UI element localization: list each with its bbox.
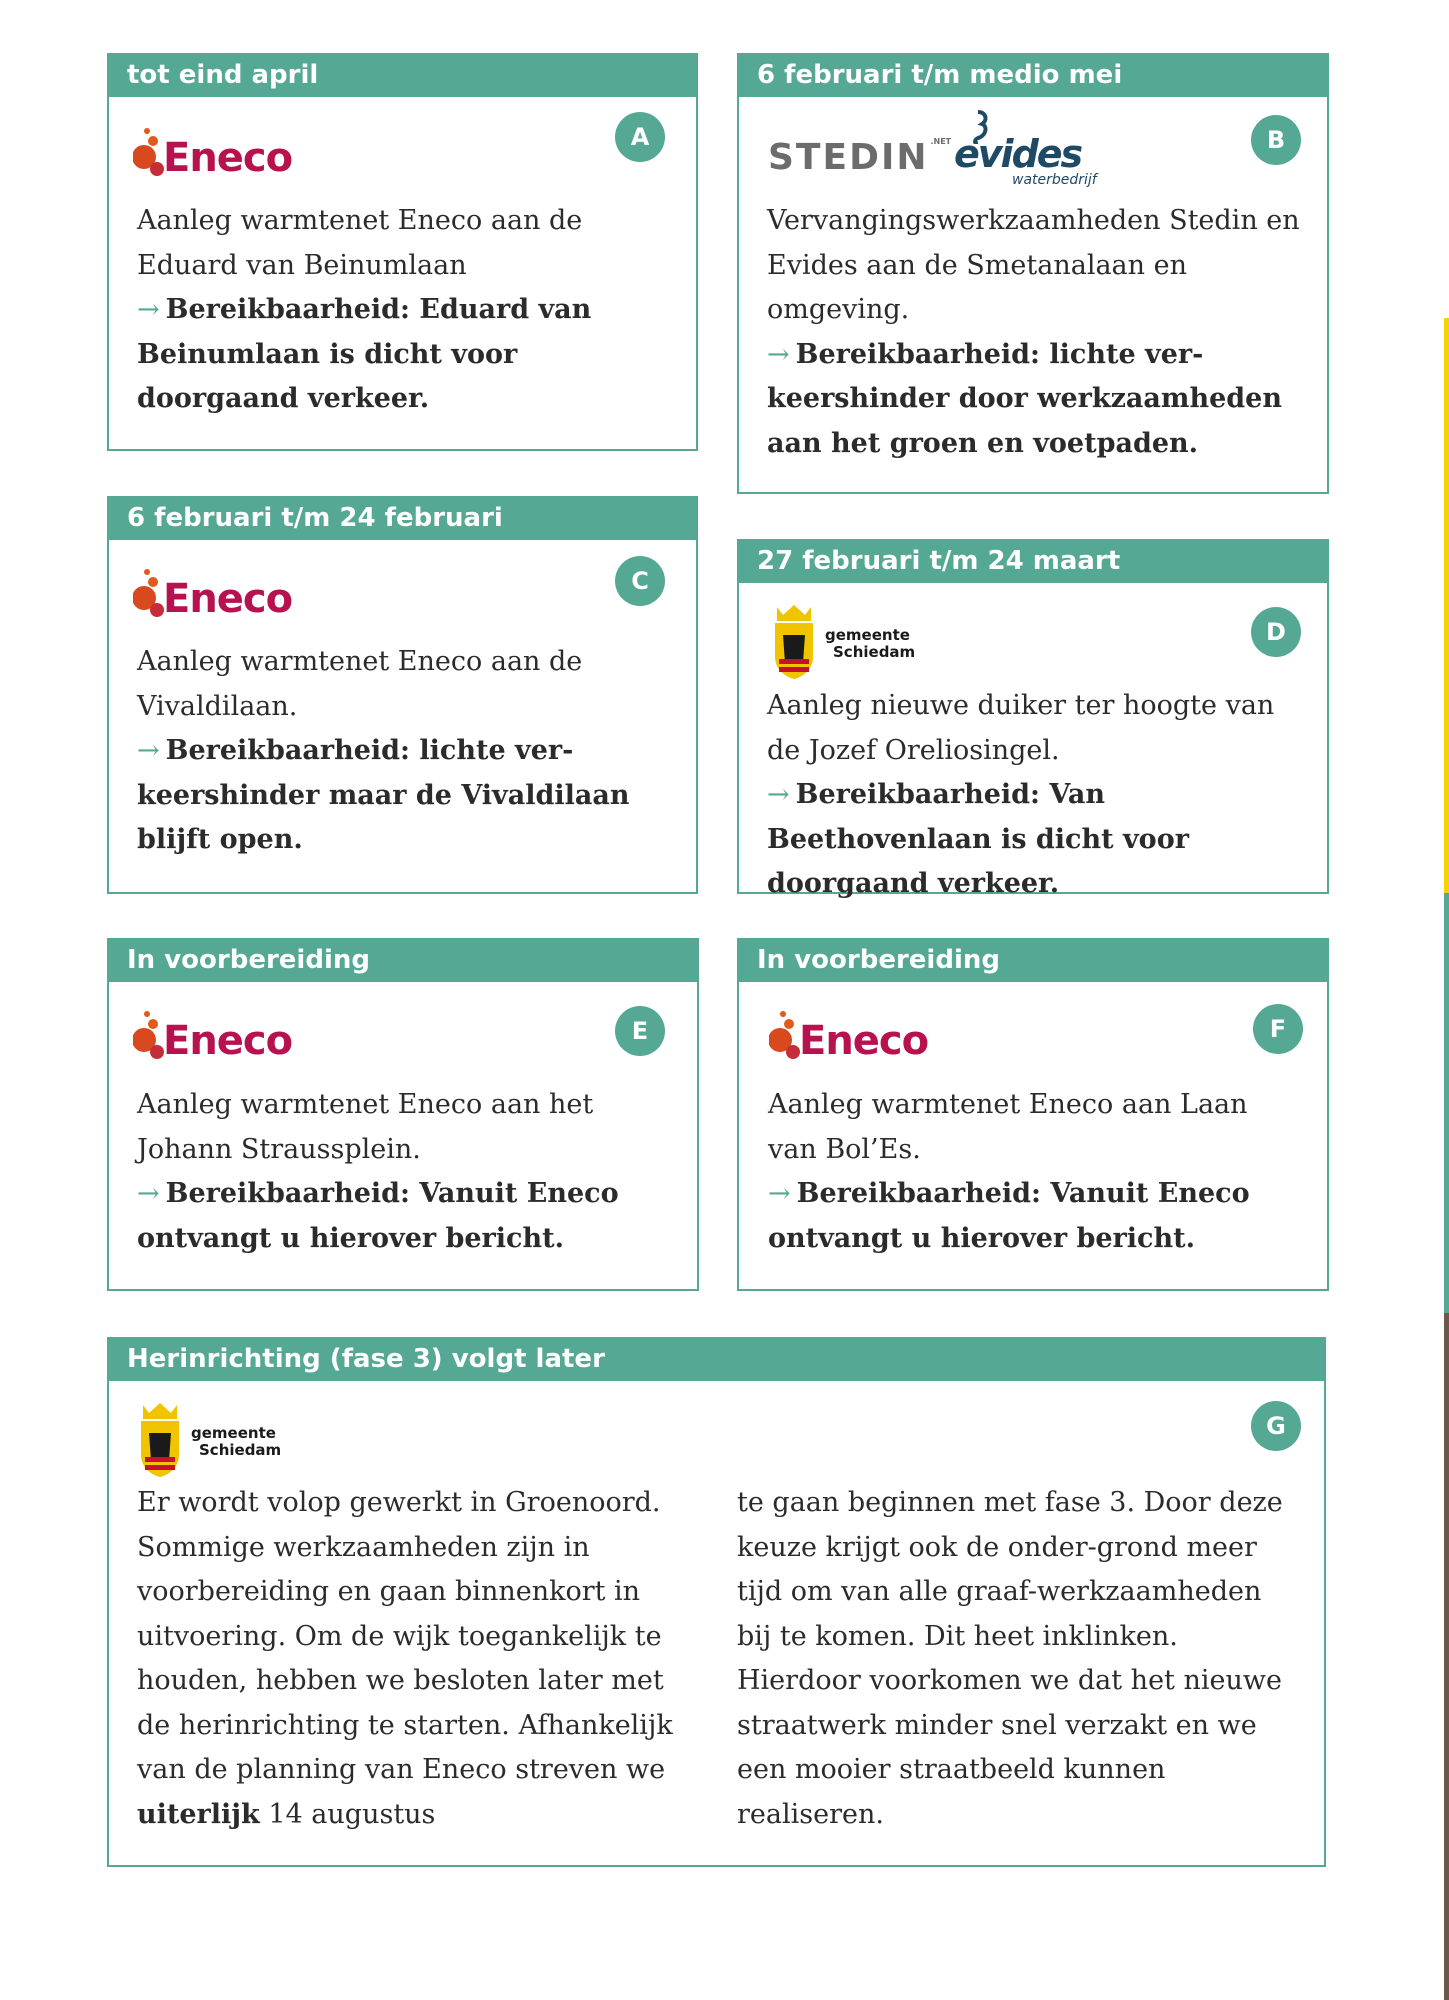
card-f-badge: F [1253, 1004, 1303, 1054]
card-b-header: 6 februari t/m medio mei [737, 53, 1329, 97]
arrow-right-icon: → [137, 735, 160, 766]
card-e-reach: Bereikbaarheid: Vanuit Eneco ontvangt u hierover bericht. [137, 1178, 619, 1254]
card-a-body [137, 199, 672, 422]
gemeente-schiedam-logo: gemeente Schiedam [135, 1399, 285, 1479]
card-f-text: Aanleg warmtenet Eneco aan Laan van Bol’Es. [768, 1089, 1248, 1165]
card-d-body [767, 684, 1303, 907]
arrow-right-icon: → [137, 294, 160, 325]
card-f [737, 938, 1329, 1291]
card-g [107, 1337, 1326, 1867]
card-d-badge: D [1251, 607, 1301, 657]
gemeente-schiedam-logo: gemeente Schiedam [769, 601, 919, 681]
card-d [737, 539, 1329, 899]
page-edge-strip-photo [1444, 1313, 1449, 2000]
eneco-logo: Eneco [133, 1006, 293, 1076]
card-b-reach: Bereikbaarheid: lichte ver-keershinder door werkzaamheden aan het groen en voetpaden. [767, 338, 1282, 459]
card-g-column-2: te gaan beginnen met fase 3. Door deze keuze krijgt ook de onder-grond meer tijd om van alle graaf-werkzaamheden bij te komen. Dit heet inklinken. Hierdoor voorkomen we dat het nieuwe straatwerk minder snel verzakt en we een mooier straatbeeld kunnen realiseren. [737, 1487, 1283, 1830]
arrow-right-icon: → [137, 1178, 160, 1209]
evides-logo: evides waterbedrijf [952, 110, 1102, 194]
card-b-body [767, 199, 1303, 466]
stedin-logo: STEDIN $^{.NET}$ [768, 137, 952, 178]
card-c-body [137, 640, 672, 863]
schiedam-crest-icon [135, 1399, 185, 1479]
card-g-header: Herinrichting (fase 3) volgt later [107, 1337, 1326, 1381]
card-f-header: In voorbereiding [737, 938, 1329, 982]
card-e-text: Aanleg warmtenet Eneco aan het Johann Straussplein. [137, 1089, 594, 1165]
card-d-text: Aanleg nieuwe duiker ter hoogte van de Jozef Oreliosingel. [767, 690, 1275, 766]
eneco-logo: Eneco [133, 123, 293, 193]
card-a-badge: A [615, 112, 665, 162]
page-edge-strip-yellow [1444, 318, 1449, 893]
card-c-reach: Bereikbaarheid: lichte ver-keershinder maar de Vivaldilaan blijft open. [137, 735, 630, 855]
schiedam-crest-icon [769, 601, 819, 681]
arrow-right-icon: → [767, 338, 790, 370]
card-a-text: Aanleg warmtenet Eneco aan de Eduard van Beinumlaan [137, 205, 583, 281]
card-c-text: Aanleg warmtenet Eneco aan de Vivaldilaan. [137, 646, 583, 722]
card-e-header: In voorbereiding [107, 938, 699, 982]
card-a [107, 53, 698, 451]
card-a-reach: Bereikbaarheid: Eduard van Beinumlaan is dicht voor doorgaand verkeer. [137, 294, 592, 414]
card-f-body [768, 1083, 1303, 1261]
card-e-badge: E [615, 1006, 665, 1056]
card-c-badge: C [615, 556, 665, 606]
arrow-right-icon: → [767, 779, 790, 810]
card-g-badge: G [1251, 1401, 1301, 1451]
card-e-body [137, 1083, 673, 1261]
card-d-header: 27 februari t/m 24 maart [737, 539, 1329, 583]
card-a-header: tot eind april [107, 53, 698, 97]
arrow-right-icon: → [768, 1178, 791, 1209]
card-b [737, 53, 1329, 494]
card-c-header: 6 februari t/m 24 februari [107, 496, 698, 540]
eneco-logo: Eneco [769, 1006, 929, 1076]
page-edge-strip-green [1444, 893, 1449, 1313]
card-g-column-1: Er wordt volop gewerkt in Groenoord. Sommige werkzaamheden zijn in voorbereiding en gaan binnenkort in uitvoering. Om de wijk toegankelijk te houden, hebben we besloten later met de herinrichting te starten. Afhankelijk van de planning van Eneco streven we uiterlijk 14 augustus [137, 1487, 673, 1830]
card-b-text: Vervangingswerkzaamheden Stedin en Evides aan de Smetanalaan en omgeving. [767, 205, 1300, 325]
card-e [107, 938, 699, 1291]
card-d-reach: Bereikbaarheid: Van Beethovenlaan is dicht voor doorgaand verkeer. [767, 779, 1189, 899]
card-c [107, 496, 698, 894]
eneco-logo: Eneco [133, 564, 293, 634]
card-b-badge: B [1251, 115, 1301, 165]
card-f-reach: Bereikbaarheid: Vanuit Eneco ontvangt u hierover bericht. [768, 1178, 1250, 1254]
